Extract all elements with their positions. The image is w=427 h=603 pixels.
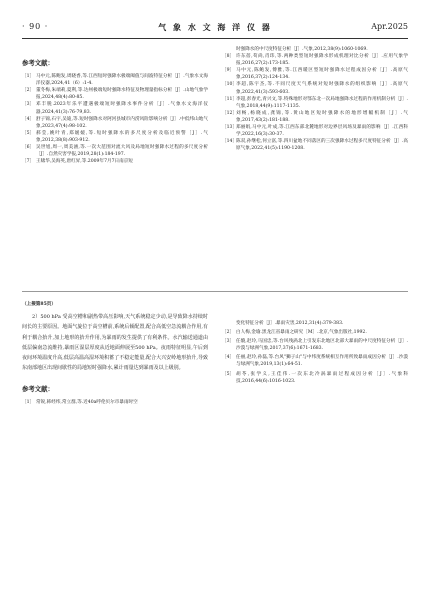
reference-item: ［3］ 任璇,赵玲,马国忠,等.台风残涡北上引发东北地区北部大暴雨的中尺度特征分析［J］.沙漠与绿洲气象,2017,37(6):1671-1683. (222, 339, 408, 352)
reference-item: ［8］ 许东蓓,苟尚,肖玮,等.两种类型短时强降水形成机理对比分析［J］.应用气象学报,2016,27(2):173-185. (222, 54, 408, 67)
journal-name: 气 象 水 文 海 洋 仪 器 (158, 22, 272, 32)
references-right-column (222, 46, 408, 152)
references-left-column (22, 60, 208, 165)
page-number: · 90 · (22, 22, 49, 31)
issue-date: Apr.2025 (371, 22, 408, 31)
reference-item: ［11］ 李超,彭春光,青兴文,等.特殊地形对鄂东北一次局地强降水过程的作用机制分析［J］.气象,2018,44(9):1117-1135. (222, 96, 408, 109)
reference-continuation: 时强降水的中尺度特征分析［J］.气象,2012,38(9):1060-1069. (236, 47, 368, 52)
section-divider (22, 291, 408, 292)
references-list (22, 73, 208, 165)
page-header (22, 22, 408, 38)
reference-item: ［2］ 白人梅,金瑜.黑龙江省暴雨之研究［M］.北京,气象出版社,1992. (222, 330, 367, 336)
reference-item: ［1］ 常锐,韩经纬,常立群,等.近40a呼伦贝尔市暴雨时空 (22, 400, 138, 406)
conclusion-paragraph: 2）500 hPa 受高空槽和副热带高压影响,天气系统稳定少动,是导致降水持续时间长的主要原因。地面气旋位于高空槽前,系统后倾配置,配合高低空急流耦合作用,有利于耦合抬升,加上地形的抬升作用,为暴雨的发生提供了有利条件。水汽输送通道由低层偏南急流维持,暴雨区湿层厚度从近地面伸展至500 hPa。夜雨特征明显,午后到夜间环境温度升高,低层高温高湿环境积蓄了不稳定能量,配合大兴安岭地形抬升,导致东南部地区出现间歇性的局地短时强降水,累计雨量达到暴雨及以上级别。 (22, 314, 208, 372)
reference-item: ［4］ 舒子锦,石宇,吴迪,等.短时强降水对阿河县城市内涝风险影响分析［J］.中低纬山地气象,2023,47(4):98-102. (22, 116, 208, 129)
header-rule (22, 38, 408, 39)
reference-continuation: 变化特征分析［J］.暴雨灾害,2012,31(4):379-383. (236, 321, 344, 326)
reference-item: ［2］ 董冬梅,朱端莉,夏利,等.达州极端短时强降水特征及物理量指标分析［J］.山地气象学报,2024,48(4):80-85. (22, 88, 208, 101)
reference-item: ［7］ 王啸华,吴海英,唐红昇,等.2009年7月7日南京短 (22, 159, 133, 165)
reference-item: ［9］ 马中元,陈鲍发,傅雅,等.江西暖区型短时强降水过程成因分析［J］.高原气象,2016,37(2):124-134. (222, 68, 408, 81)
reference-item: ［13］ 郑丽娟,马中元,叶成,等.江西东部北麓地形对边界层风场及暴雨的影响［J］.江西科学,2022,16(3):30-37. (222, 125, 408, 138)
reference-item: ［12］ 刘畅,杨晓成,龚锦,等.黄山地区短时强降水的地形增幅机制［J］.气象,2017,43(2):181-188. (222, 110, 408, 123)
reference-item: ［10］ 李超,陈宇杰,等.不同尺度天气系统对短时强降水的组织影响［J］.高原气象,2022,41(3):593-603. (222, 82, 408, 95)
reference-item: ［6］ 吴世旭,周一,周美涵,等.一次大范围对流大风及局地短时强降水过程的多尺度分析［J］.自然灾害学报,2019,28(1):184-197. (22, 145, 208, 158)
continued-article-left (22, 300, 208, 407)
references-title: 参考文献： (22, 385, 54, 394)
reference-item: ［5］ 胡苓,张学义,王佳伟.一次东北冷涡暴雨过程成因分析［J］.气象科技,2016,44(6):1016-1023. (222, 371, 408, 384)
reference-item: ［14］ 陈双,孙继松,何立富,等.四川盆地不同落区的三次强降水过程多尺度特征分析［J］.高原气象,2022,41(5):1190-1208. (222, 139, 408, 152)
references-title: 参考文献： (22, 59, 54, 67)
continued-article-right (222, 320, 408, 387)
continuation-note: （上接第85页） (22, 302, 56, 307)
reference-item: ［5］ 郝莹,姚叶青,郑媛媛,等.短时强降水的多尺度分析及临近预警［J］.气象,2012,38(8):903-912. (22, 130, 208, 143)
reference-item: ［1］ 马中元,陈鲍发,周晓香,等.江西短时强降水极端阈值与间波特征分析［J］.气象水文海洋仪器,2024,41（6）:1-4. (22, 74, 208, 87)
reference-item: ［4］ 任丽,赵玲,孙磊,等.台风"狮子山"与中纬度系统相互作用所致暴雨成因分析［J］.沙漠与绿洲气象,2019,13(1):64-51. (222, 355, 408, 368)
reference-item: ［3］ 邓丰脱.2023年乐平遭遇极端短时强降水事件分析［J］.气象水文海洋仪器,2024,41(3):76-79,83. (22, 102, 208, 115)
